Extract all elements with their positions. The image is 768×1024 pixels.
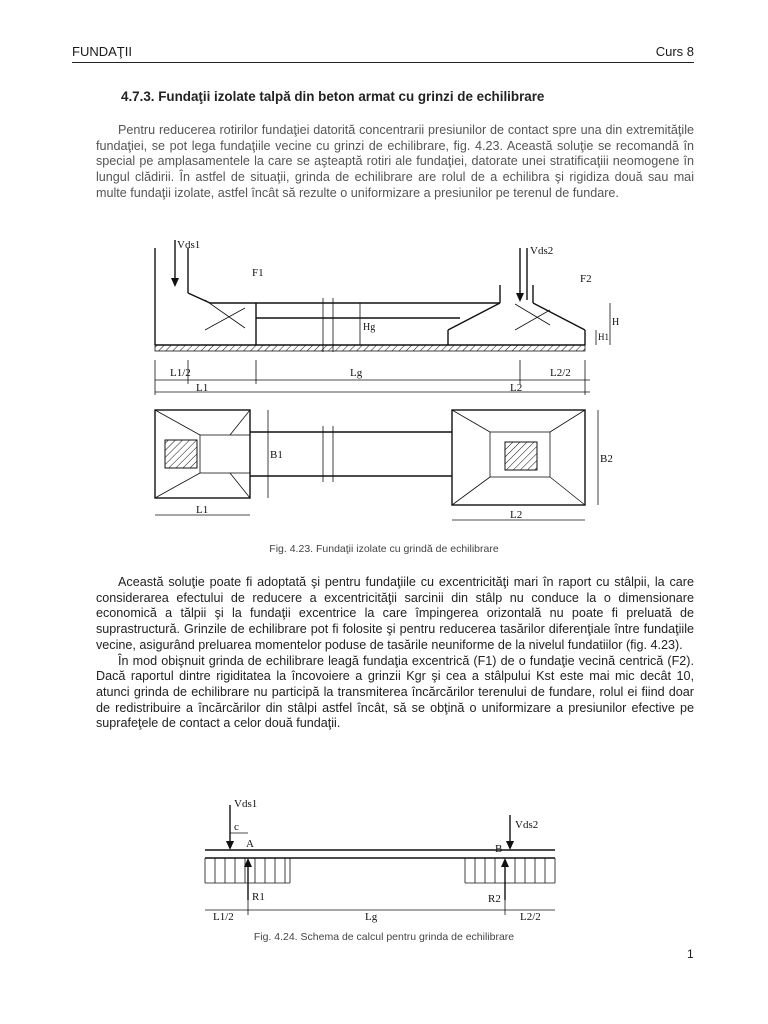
figure-4-24-caption: Fig. 4.24. Schema de calcul pentru grinda de echilibrare xyxy=(253,931,515,943)
label-b2: B2 xyxy=(600,453,613,465)
reaction-right xyxy=(465,858,555,883)
label-r1: R1 xyxy=(252,891,265,903)
header-course-number: Curs 8 xyxy=(655,44,694,59)
label-f2: F2 xyxy=(580,273,592,285)
label-a: A xyxy=(246,838,254,850)
label-lg: Lg xyxy=(350,367,363,379)
label-l1-plan: L1 xyxy=(196,504,209,516)
label-vds1: Vds1 xyxy=(234,798,258,810)
figure-4-24 xyxy=(0,795,768,935)
figure-4-23-caption: Fig. 4.23. Fundaţii izolate cu grindă de echilibrare xyxy=(269,543,499,555)
plan-view xyxy=(155,410,598,520)
label-l1-half: L1/2 xyxy=(213,911,234,923)
label-vds1: Vds1 xyxy=(177,239,201,251)
label-l2-half: L2/2 xyxy=(550,367,571,379)
paragraph-body xyxy=(96,575,694,732)
header-course-title: FUNDAŢII xyxy=(72,44,132,59)
label-l2-plan: L2 xyxy=(510,509,523,521)
paragraph-solution-text: Această soluţie poate fi adoptată şi pentru fundaţiile cu excentricităţi mari în raport cu stâlpii, la care considerarea efectului de reducere a excentricităţii sarcinii din stâlp nu conduce la o dimensionare economică a tălpii şi la fundaţii excentrice la care împingerea orizontală nu poate fi preluată de suprastructură. Grinzile de echilibrare pot fi folosite şi pentru reducerea tasărilor diferenţiale între fundaţiile vecine, asigurând preluarea momentelor poduse de tasările neuniforme de la nivelul fundatiilor (fig. 4.23). xyxy=(96,575,694,652)
label-lg: Lg xyxy=(365,911,378,923)
label-h1: H1 xyxy=(598,332,609,342)
label-l1: L1 xyxy=(196,382,209,394)
label-vds2: Vds2 xyxy=(515,819,539,831)
paragraph-intro-text: Pentru reducerea rotirilor fundaţiei datorită concentrarii presiunilor de contact spre una din extremităţile fundaţiei, se pot lega fundaţiile vecine cu grinzi de echilibrare, fig. 4.23. Această soluţie se recomandă în special pe amplasamentele la care se aşteaptă rotiri ale fundaţiei, datorate unei stratificaţiii neomogene în lungul clădirii. În astfel de situaţii, grinda de echilibrare are rolul de a echilibra şi rigidiza două sau mai multe fundaţii izolate, astfel încât să rezulte o uniformizare a presiunilor pe terenul de fundare. xyxy=(96,123,694,200)
elevation-view xyxy=(155,240,610,395)
label-hg: Hg xyxy=(363,322,376,333)
label-h: H xyxy=(612,317,620,328)
label-l1-half: L1/2 xyxy=(170,367,191,379)
section-title: 4.7.3. Fundaţii izolate talpă din beton armat cu grinzi de echilibrare xyxy=(121,89,545,104)
label-b: B xyxy=(495,843,503,855)
label-c: c xyxy=(234,821,239,833)
label-r2: R2 xyxy=(488,893,501,905)
elevation-labels xyxy=(170,239,619,394)
page-number: 1 xyxy=(687,947,694,961)
paragraph-beam-text: În mod obişnuit grinda de echilibrare leagă fundaţia excentrică (F1) de o fundaţie vecină centrică (F2). Dacă raportul dintre rigiditatea la încovoiere a grinzii Kgr şi cea a stâlpului Kst este mai mic decât 10, atunci grinda de echilibrare nu participă la transmiterea încărcărilor terenului de fundare, rolul ei fiind doar de redistribuire a încărcărilor din stâlpi astfel încât, să se obţină o uniformizare a presiunilor efective pe suprafeţele de contact a celor două fundaţii. xyxy=(96,653,694,731)
label-f1: F1 xyxy=(252,267,264,279)
figure-4-24-labels xyxy=(213,798,541,923)
label-b1: B1 xyxy=(270,449,283,461)
label-l2: L2 xyxy=(510,382,523,394)
label-vds2: Vds2 xyxy=(530,245,554,257)
label-l2-half: L2/2 xyxy=(520,911,541,923)
